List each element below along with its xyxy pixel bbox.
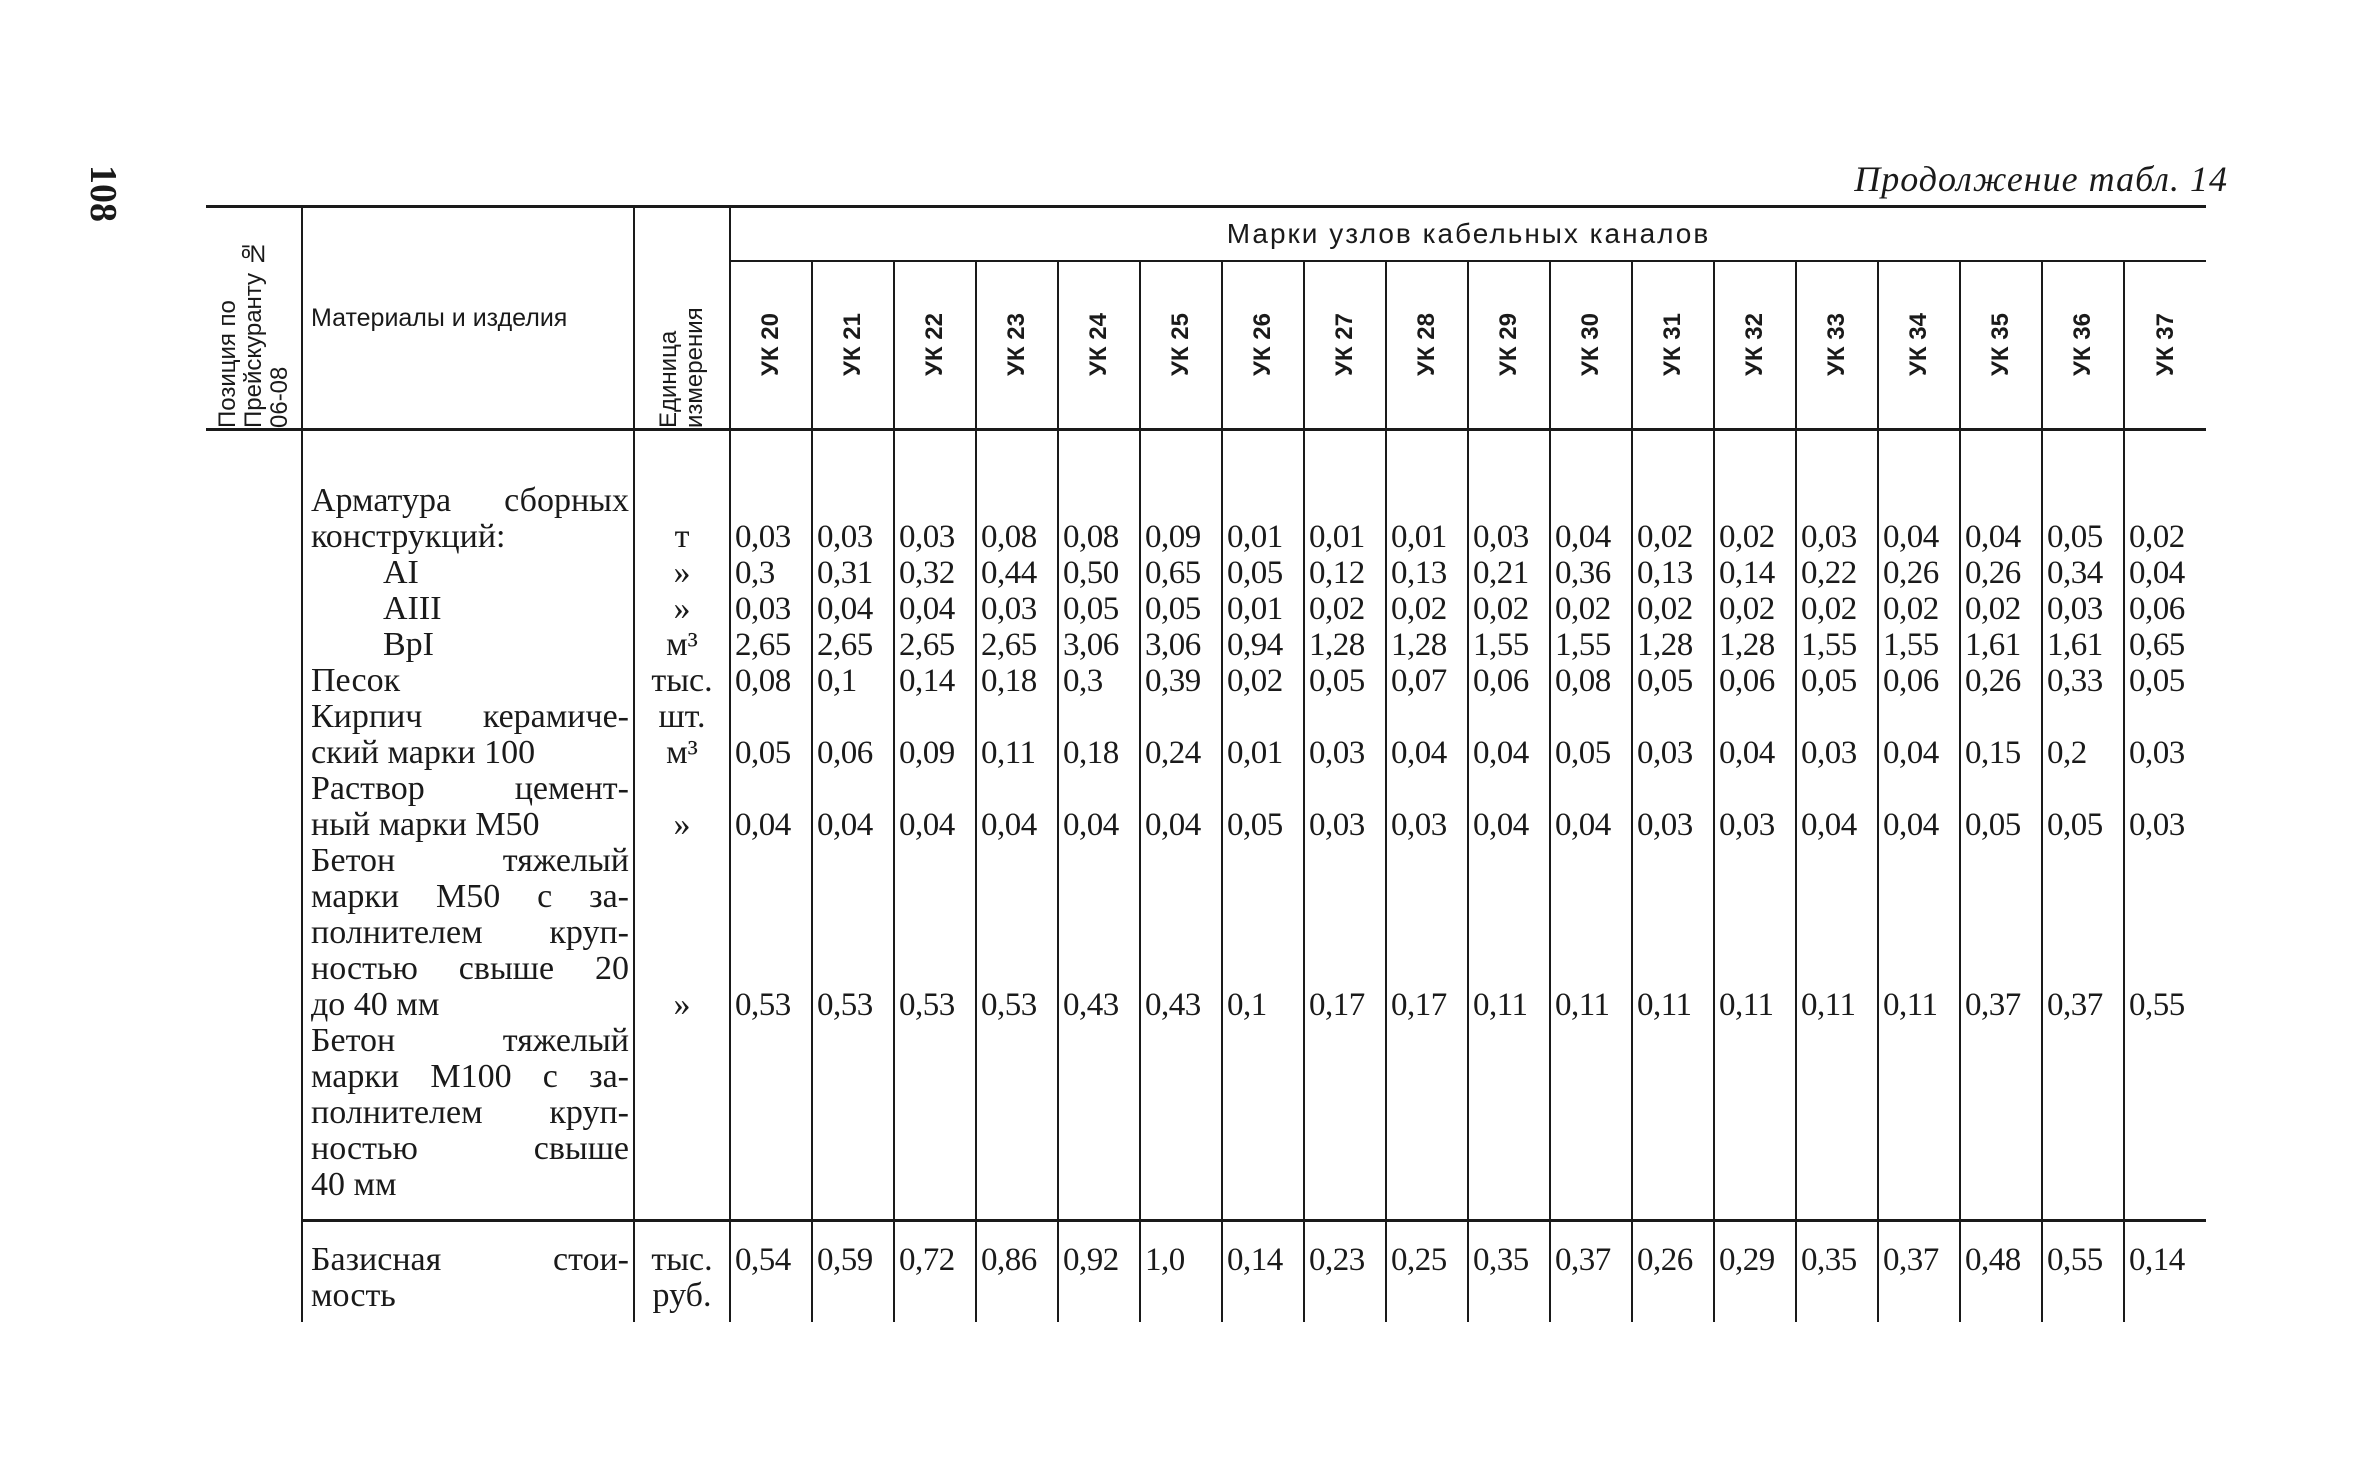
value-cell: 0,01 xyxy=(1227,591,1283,627)
value-cell: 0,04 xyxy=(1473,807,1529,843)
value-cell: 0,03 xyxy=(817,519,873,555)
value-cell: 0,50 xyxy=(1063,555,1119,591)
value-cell: 0,43 xyxy=(1063,987,1119,1023)
cost-material-line: мость xyxy=(311,1277,396,1314)
value-cell: 0,03 xyxy=(1309,807,1365,843)
unit-value: м³ xyxy=(666,734,698,771)
value-cell: 0,04 xyxy=(1473,735,1529,771)
value-cell: 0,05 xyxy=(1227,807,1283,843)
cost-value-column-12 xyxy=(1714,1221,1796,1323)
mark-label: УК 28 xyxy=(1413,313,1440,377)
value-cell: 0,06 xyxy=(817,735,873,771)
material-line: марки М50 с за- xyxy=(311,878,629,915)
value-cell: 1,55 xyxy=(1801,627,1857,663)
position-column-header xyxy=(206,207,302,430)
value-cell: 0,37 xyxy=(2047,987,2103,1023)
value-cell: 0,06 xyxy=(1473,663,1529,699)
value-cell: 0,01 xyxy=(1227,519,1283,555)
value-cell: 1,55 xyxy=(1883,627,1939,663)
material-line: ский марки 100 xyxy=(311,734,536,771)
cost-value-column-10 xyxy=(1550,1221,1632,1323)
value-cell: 0,09 xyxy=(899,735,955,771)
values-column-14 xyxy=(1878,430,1960,1221)
value-cell: 0,13 xyxy=(1391,555,1447,591)
material-line: Песок xyxy=(311,662,401,699)
value-cell: 0,02 xyxy=(1965,591,2021,627)
value-cell: 0,04 xyxy=(1883,735,1939,771)
material-line: Бетон тяжелый xyxy=(311,1022,629,1059)
value-cell: 0,04 xyxy=(735,807,791,843)
value-cell: 0,24 xyxy=(1145,735,1201,771)
values-column-7 xyxy=(1304,430,1386,1221)
value-cell: 0,02 xyxy=(1883,591,1939,627)
mark-header-11 xyxy=(1632,261,1714,430)
mark-header-12 xyxy=(1714,261,1796,430)
value-cell: 1,28 xyxy=(1637,627,1693,663)
mark-label: УК 24 xyxy=(1085,313,1112,377)
value-cell: 0,08 xyxy=(981,519,1037,555)
cost-value: 0,29 xyxy=(1719,1242,1775,1278)
material-line: AI xyxy=(383,554,419,591)
value-cell: 0,05 xyxy=(735,735,791,771)
unit-value: шт. xyxy=(658,698,706,735)
value-cell: 0,32 xyxy=(899,555,955,591)
cost-value: 0,14 xyxy=(1227,1242,1283,1278)
mark-label: УК 26 xyxy=(1249,313,1276,377)
cost-value: 0,55 xyxy=(2047,1242,2103,1278)
cost-value-column-1 xyxy=(812,1221,894,1323)
page-number: 108 xyxy=(82,165,124,222)
mark-header-17 xyxy=(2124,261,2206,430)
value-cell: 0,03 xyxy=(2047,591,2103,627)
mark-label: УК 33 xyxy=(1823,313,1850,377)
value-cell: 0,02 xyxy=(1637,519,1693,555)
value-cell: 0,02 xyxy=(1227,663,1283,699)
value-cell: 0,04 xyxy=(1883,807,1939,843)
value-cell: 0,05 xyxy=(1965,807,2021,843)
value-cell: 0,14 xyxy=(1719,555,1775,591)
value-cell: 0,1 xyxy=(1227,987,1267,1023)
value-cell: 3,06 xyxy=(1145,627,1201,663)
value-cell: 0,03 xyxy=(1801,519,1857,555)
value-cell: 1,61 xyxy=(2047,627,2103,663)
value-cell: 0,04 xyxy=(1801,807,1857,843)
value-cell: 0,05 xyxy=(2047,807,2103,843)
mark-label: УК 30 xyxy=(1577,313,1604,377)
value-cell: 0,05 xyxy=(2047,519,2103,555)
mark-label: УК 34 xyxy=(1905,313,1932,377)
value-cell: 0,1 xyxy=(817,663,857,699)
values-column-15 xyxy=(1960,430,2042,1221)
value-cell: 0,36 xyxy=(1555,555,1611,591)
unit-header-label: Единица измерения xyxy=(655,307,708,428)
value-cell: 0,53 xyxy=(899,987,955,1023)
value-cell: 0,02 xyxy=(1391,591,1447,627)
value-cell: 0,03 xyxy=(1801,735,1857,771)
cost-unit-value: тыс. xyxy=(651,1241,713,1278)
cost-value-column-0 xyxy=(730,1221,812,1323)
value-cell: 0,11 xyxy=(1637,987,1692,1023)
material-line: марки М100 с за- xyxy=(311,1058,629,1095)
cost-value: 0,54 xyxy=(735,1242,791,1278)
mark-header-0 xyxy=(730,261,812,430)
cost-value-column-4 xyxy=(1058,1221,1140,1323)
cost-value-column-8 xyxy=(1386,1221,1468,1323)
value-cell: 0,05 xyxy=(1555,735,1611,771)
cost-value: 0,59 xyxy=(817,1242,873,1278)
value-cell: 0,13 xyxy=(1637,555,1693,591)
value-cell: 0,37 xyxy=(1965,987,2021,1023)
value-cell: 1,55 xyxy=(1473,627,1529,663)
group-heading-line: Арматура сборных xyxy=(311,482,629,519)
mark-label: УК 22 xyxy=(921,313,948,377)
mark-label: УК 31 xyxy=(1659,313,1686,377)
mark-label: УК 20 xyxy=(757,313,784,377)
value-cell: 0,21 xyxy=(1473,555,1529,591)
mark-header-6 xyxy=(1222,261,1304,430)
value-cell: 0,04 xyxy=(1965,519,2021,555)
unit-value: » xyxy=(673,986,691,1023)
value-cell: 0,03 xyxy=(899,519,955,555)
value-cell: 0,65 xyxy=(1145,555,1201,591)
cost-value: 0,35 xyxy=(1473,1242,1529,1278)
basis-cost-row xyxy=(206,1221,2206,1323)
cost-value: 0,37 xyxy=(1555,1242,1611,1278)
unit-value: тыс. xyxy=(651,662,713,699)
value-cell: 0,17 xyxy=(1391,987,1447,1023)
cost-value-column-9 xyxy=(1468,1221,1550,1323)
material-line: 40 мм xyxy=(311,1166,397,1203)
cost-value-column-2 xyxy=(894,1221,976,1323)
unit-value: » xyxy=(673,554,691,591)
cost-value: 0,37 xyxy=(1883,1242,1939,1278)
value-cell: 0,17 xyxy=(1309,987,1365,1023)
mark-header-2 xyxy=(894,261,976,430)
value-cell: 0,04 xyxy=(1883,519,1939,555)
values-column-0 xyxy=(730,430,812,1221)
value-cell: 2,65 xyxy=(899,627,955,663)
mark-header-8 xyxy=(1386,261,1468,430)
value-cell: 0,05 xyxy=(1145,591,1201,627)
value-cell: 0,05 xyxy=(2129,663,2185,699)
material-line: ностью свыше xyxy=(311,1130,629,1167)
value-cell: 0,04 xyxy=(817,591,873,627)
table-body xyxy=(206,430,2206,1323)
value-cell: 0,04 xyxy=(1145,807,1201,843)
position-header-label: Позиция по Прейскуранту № 06-08 xyxy=(213,239,293,428)
value-cell: 0,08 xyxy=(1555,663,1611,699)
cost-value-column-13 xyxy=(1796,1221,1878,1323)
material-line: BpI xyxy=(383,626,434,663)
mark-header-7 xyxy=(1304,261,1386,430)
values-column-17 xyxy=(2124,430,2206,1221)
value-cell: 0,02 xyxy=(1473,591,1529,627)
mark-header-1 xyxy=(812,261,894,430)
value-cell: 0,02 xyxy=(1719,591,1775,627)
cost-value: 0,72 xyxy=(899,1242,955,1278)
mark-header-3 xyxy=(976,261,1058,430)
cost-value: 0,23 xyxy=(1309,1242,1365,1278)
values-column-2 xyxy=(894,430,976,1221)
value-cell: 0,07 xyxy=(1391,663,1447,699)
cost-value: 0,14 xyxy=(2129,1242,2185,1278)
value-cell: 0,02 xyxy=(2129,519,2185,555)
mark-header-16 xyxy=(2042,261,2124,430)
mark-label: УК 29 xyxy=(1495,313,1522,377)
value-cell: 0,15 xyxy=(1965,735,2021,771)
mark-header-13 xyxy=(1796,261,1878,430)
value-cell: 0,03 xyxy=(1719,807,1775,843)
value-cell: 0,02 xyxy=(1555,591,1611,627)
value-cell: 0,08 xyxy=(735,663,791,699)
material-line: полнителем круп- xyxy=(311,914,629,951)
value-cell: 0,04 xyxy=(899,591,955,627)
cost-value-column-11 xyxy=(1632,1221,1714,1323)
cost-value-column-3 xyxy=(976,1221,1058,1323)
value-cell: 0,09 xyxy=(1145,519,1201,555)
value-cell: 0,04 xyxy=(2129,555,2185,591)
value-cell: 0,43 xyxy=(1145,987,1201,1023)
value-cell: 2,65 xyxy=(981,627,1037,663)
material-line: полнителем круп- xyxy=(311,1094,629,1131)
mark-label: УК 32 xyxy=(1741,313,1768,377)
value-cell: 0,03 xyxy=(735,591,791,627)
material-line: Раствор цемент- xyxy=(311,770,629,807)
value-cell: 0,03 xyxy=(1637,807,1693,843)
material-line: ностью свыше 20 xyxy=(311,950,629,987)
material-line: ный марки М50 xyxy=(311,806,540,843)
value-cell: 0,11 xyxy=(1473,987,1528,1023)
value-cell: 0,02 xyxy=(1801,591,1857,627)
marks-group-header: Марки узлов кабельных каналов xyxy=(730,207,2206,262)
cost-value: 0,26 xyxy=(1637,1242,1693,1278)
mark-header-4 xyxy=(1058,261,1140,430)
unit-cell xyxy=(634,430,730,1221)
mark-header-5 xyxy=(1140,261,1222,430)
value-cell: 0,55 xyxy=(2129,987,2185,1023)
cost-value: 1,0 xyxy=(1145,1242,1185,1278)
unit-value: » xyxy=(673,806,691,843)
value-cell: 0,11 xyxy=(981,735,1036,771)
cost-value: 0,25 xyxy=(1391,1242,1447,1278)
values-column-13 xyxy=(1796,430,1878,1221)
value-cell: 0,05 xyxy=(1801,663,1857,699)
value-cell: 0,11 xyxy=(1801,987,1856,1023)
value-cell: 0,04 xyxy=(981,807,1037,843)
value-cell: 0,22 xyxy=(1801,555,1857,591)
materials-column-header: Материалы и изделия xyxy=(302,207,634,430)
value-cell: 0,04 xyxy=(899,807,955,843)
value-cell: 0,18 xyxy=(1063,735,1119,771)
value-cell: 0,03 xyxy=(1391,807,1447,843)
values-column-6 xyxy=(1222,430,1304,1221)
cost-unit-value: руб. xyxy=(652,1277,712,1314)
value-cell: 3,06 xyxy=(1063,627,1119,663)
unit-value: » xyxy=(673,590,691,627)
value-cell: 0,33 xyxy=(2047,663,2103,699)
value-cell: 1,55 xyxy=(1555,627,1611,663)
cost-value-column-17 xyxy=(2124,1221,2206,1323)
cost-material-line: Базисная стои- xyxy=(311,1241,629,1278)
value-cell: 0,26 xyxy=(1965,555,2021,591)
mark-header-14 xyxy=(1878,261,1960,430)
value-cell: 1,28 xyxy=(1391,627,1447,663)
value-cell: 0,04 xyxy=(1555,807,1611,843)
mark-header-9 xyxy=(1468,261,1550,430)
value-cell: 0,34 xyxy=(2047,555,2103,591)
value-cell: 0,03 xyxy=(1309,735,1365,771)
value-cell: 0,53 xyxy=(735,987,791,1023)
unit-value: м³ xyxy=(666,626,698,663)
value-cell: 1,28 xyxy=(1719,627,1775,663)
mark-label: УК 27 xyxy=(1331,313,1358,377)
material-line: Кирпич керамиче- xyxy=(311,698,629,735)
value-cell: 2,65 xyxy=(735,627,791,663)
mark-label: УК 21 xyxy=(839,313,866,377)
cost-unit-cell xyxy=(634,1221,730,1323)
mark-header-15 xyxy=(1960,261,2042,430)
value-cell: 0,2 xyxy=(2047,735,2087,771)
cost-value: 0,92 xyxy=(1063,1242,1119,1278)
cost-value-column-5 xyxy=(1140,1221,1222,1323)
values-column-4 xyxy=(1058,430,1140,1221)
materials-cell xyxy=(302,430,634,1221)
value-cell: 0,06 xyxy=(2129,591,2185,627)
position-cell xyxy=(206,1221,302,1323)
value-cell: 0,01 xyxy=(1227,735,1283,771)
group-heading-line: конструкций: xyxy=(311,518,506,555)
value-cell: 0,65 xyxy=(2129,627,2185,663)
values-column-16 xyxy=(2042,430,2124,1221)
value-cell: 0,02 xyxy=(1309,591,1365,627)
value-cell: 0,04 xyxy=(1555,519,1611,555)
value-cell: 0,03 xyxy=(1637,735,1693,771)
cost-value-column-16 xyxy=(2042,1221,2124,1323)
mark-label: УК 23 xyxy=(1003,313,1030,377)
value-cell: 0,44 xyxy=(981,555,1037,591)
value-cell: 0,11 xyxy=(1719,987,1774,1023)
value-cell: 0,26 xyxy=(1965,663,2021,699)
value-cell: 0,05 xyxy=(1063,591,1119,627)
value-cell: 0,03 xyxy=(735,519,791,555)
value-cell: 0,06 xyxy=(1719,663,1775,699)
value-cell: 0,3 xyxy=(1063,663,1103,699)
materials-table xyxy=(206,205,2206,1322)
value-cell: 0,01 xyxy=(1309,519,1365,555)
mark-label: УК 37 xyxy=(2151,313,2179,377)
table-caption: Продолжение табл. 14 xyxy=(1854,159,2228,199)
value-cell: 0,06 xyxy=(1883,663,1939,699)
value-cell: 2,65 xyxy=(817,627,873,663)
mark-label: УК 25 xyxy=(1167,313,1194,377)
value-cell: 0,04 xyxy=(817,807,873,843)
value-cell: 1,61 xyxy=(1965,627,2021,663)
values-column-8 xyxy=(1386,430,1468,1221)
value-cell: 0,04 xyxy=(1391,735,1447,771)
values-column-3 xyxy=(976,430,1058,1221)
material-line: Бетон тяжелый xyxy=(311,842,629,879)
mark-label: УК 35 xyxy=(1987,313,2014,377)
value-cell: 0,02 xyxy=(1719,519,1775,555)
value-cell: 0,12 xyxy=(1309,555,1365,591)
value-cell: 0,03 xyxy=(2129,807,2185,843)
cost-value: 0,35 xyxy=(1801,1242,1857,1278)
value-cell: 1,28 xyxy=(1309,627,1365,663)
cost-value-column-6 xyxy=(1222,1221,1304,1323)
cost-value: 0,48 xyxy=(1965,1242,2021,1278)
value-cell: 0,02 xyxy=(1637,591,1693,627)
value-cell: 0,01 xyxy=(1391,519,1447,555)
value-cell: 0,94 xyxy=(1227,627,1283,663)
value-cell: 0,26 xyxy=(1883,555,1939,591)
value-cell: 0,03 xyxy=(981,591,1037,627)
value-cell: 0,04 xyxy=(1063,807,1119,843)
value-cell: 0,05 xyxy=(1227,555,1283,591)
unit-value: т xyxy=(674,518,690,555)
cost-material-cell xyxy=(302,1221,634,1323)
value-cell: 0,39 xyxy=(1145,663,1201,699)
value-cell: 0,53 xyxy=(981,987,1037,1023)
values-column-12 xyxy=(1714,430,1796,1221)
unit-column-header xyxy=(634,207,730,430)
values-column-11 xyxy=(1632,430,1714,1221)
value-cell: 0,3 xyxy=(735,555,775,591)
value-cell: 0,14 xyxy=(899,663,955,699)
value-cell: 0,05 xyxy=(1309,663,1365,699)
value-cell: 0,53 xyxy=(817,987,873,1023)
values-column-10 xyxy=(1550,430,1632,1221)
value-cell: 0,11 xyxy=(1555,987,1610,1023)
material-line: AIII xyxy=(383,590,442,627)
value-cell: 0,18 xyxy=(981,663,1037,699)
mark-label: УК 36 xyxy=(2069,313,2096,377)
cost-value-column-7 xyxy=(1304,1221,1386,1323)
values-column-1 xyxy=(812,430,894,1221)
position-cell xyxy=(206,430,302,1221)
value-cell: 0,03 xyxy=(1473,519,1529,555)
cost-value-column-15 xyxy=(1960,1221,2042,1323)
values-column-5 xyxy=(1140,430,1222,1221)
value-cell: 0,04 xyxy=(1719,735,1775,771)
value-cell: 0,08 xyxy=(1063,519,1119,555)
cost-value-column-14 xyxy=(1878,1221,1960,1323)
value-cell: 0,05 xyxy=(1637,663,1693,699)
table-row xyxy=(206,430,2206,1221)
mark-header-10 xyxy=(1550,261,1632,430)
material-line: до 40 мм xyxy=(311,986,440,1023)
cost-value: 0,86 xyxy=(981,1242,1037,1278)
values-column-9 xyxy=(1468,430,1550,1221)
value-cell: 0,11 xyxy=(1883,987,1938,1023)
value-cell: 0,31 xyxy=(817,555,873,591)
value-cell: 0,03 xyxy=(2129,735,2185,771)
